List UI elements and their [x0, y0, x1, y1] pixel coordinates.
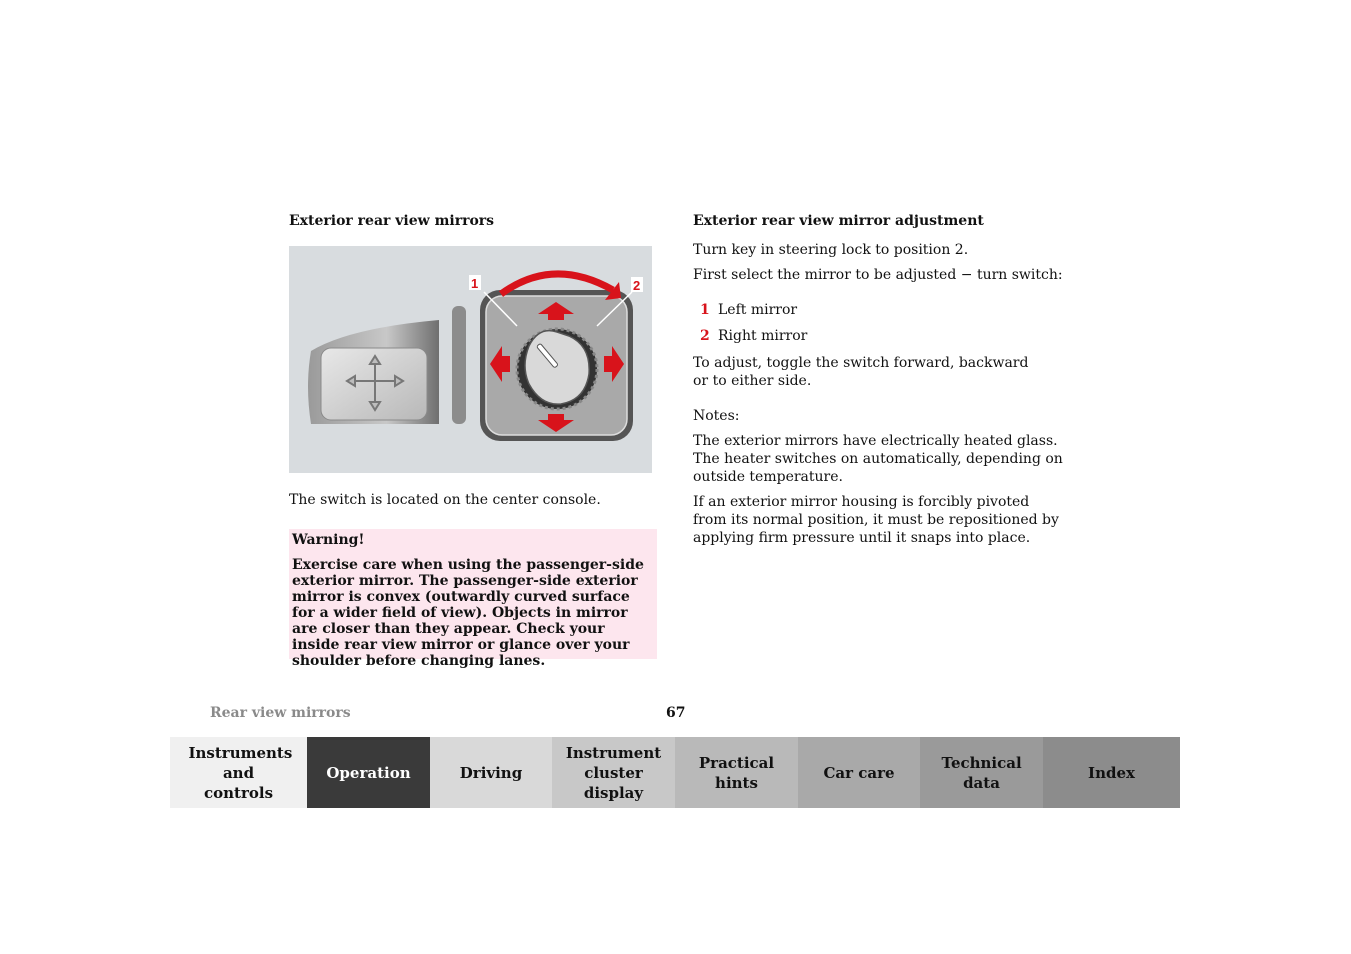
list-item-number: 2	[700, 328, 710, 344]
list-item-label: Right mirror	[718, 328, 808, 344]
chapter-nav	[170, 737, 1180, 808]
callout-label-2: 2	[633, 278, 641, 293]
footer-section-title: Rear view mirrors	[210, 705, 351, 721]
callout-label-1: 1	[471, 276, 479, 291]
warning-title: Warning!	[292, 532, 365, 548]
note-heated-glass: The exterior mirrors have electrically heated glass. The heater switches on automatically, depending on outside temperature.	[693, 433, 1063, 485]
nav-tab-technical-data[interactable]: Technical data	[920, 737, 1043, 808]
mirror-switch-illustration	[289, 246, 652, 473]
page-number: 67	[666, 705, 686, 721]
step-text-2: First select the mirror to be adjusted − turn switch:	[693, 267, 1063, 283]
nav-tab-practical-hints[interactable]: Practical hints	[675, 737, 798, 808]
note-pivoted-housing: If an exterior mirror housing is forcibly pivoted from its normal position, it must be repositioned by applying firm pressure until it snaps into place.	[693, 494, 1059, 546]
nav-tab-instruments-and-controls[interactable]: Instruments and controls	[170, 737, 307, 808]
divider-ridge	[452, 306, 466, 424]
nav-tab-instrument-cluster-display[interactable]: Instrument cluster display	[552, 737, 675, 808]
nav-tab-index[interactable]: Index	[1043, 737, 1180, 808]
adjust-instructions: To adjust, toggle the switch forward, backward or to either side.	[693, 355, 1029, 389]
notes-label: Notes:	[693, 408, 740, 424]
right-heading: Exterior rear view mirror adjustment	[693, 213, 984, 229]
nav-tab-driving[interactable]: Driving	[430, 737, 552, 808]
list-item	[700, 301, 797, 319]
nav-tab-car-care[interactable]: Car care	[798, 737, 920, 808]
step-text-1: Turn key in steering lock to position 2.	[693, 242, 969, 258]
list-item-number: 1	[700, 302, 710, 318]
list-item	[700, 327, 807, 345]
list-item-label: Left mirror	[718, 302, 798, 318]
figure-caption: The switch is located on the center console.	[289, 492, 601, 508]
warning-text: Exercise care when using the passenger-side exterior mirror. The passenger-side exterior mirror is convex (outwardly curved surface for a wider field of view). Objects in mirror are closer than they appear. Check your inside rear view mirror or glance over your shoulder before changing lanes.	[292, 557, 644, 669]
warning-box	[289, 529, 657, 669]
left-heading: Exterior rear view mirrors	[289, 213, 495, 229]
mirror-switch-figure	[289, 246, 652, 473]
nav-tab-operation[interactable]: Operation	[307, 737, 430, 808]
